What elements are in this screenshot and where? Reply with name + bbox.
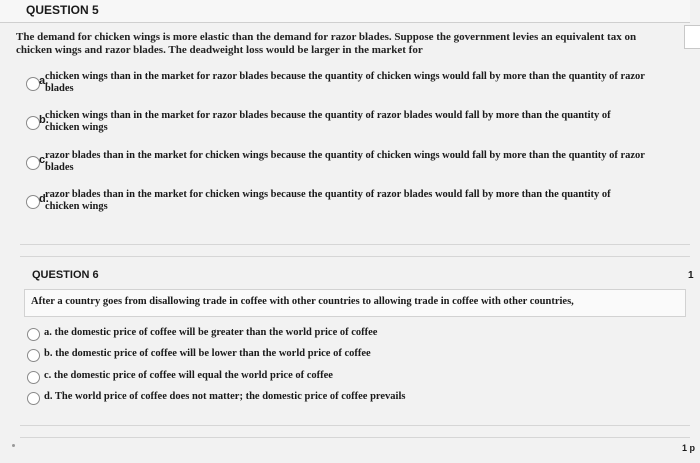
radio-button-a[interactable] [27,328,40,341]
question-5-text: The demand for chicken wings is more elastic than the demand for razor blades. Suppose the government levies an equivalent tax on chicken wings and razor blades. The deadweight loss would be larger in the market for [16,31,637,56]
question-6-number: 1 [688,270,694,281]
radio-button-a[interactable] [26,77,40,91]
points-box [684,25,700,49]
bullet-dot [12,444,15,447]
q6-choice-a[interactable] [27,327,527,343]
divider [20,437,690,438]
q5-choice-d[interactable] [26,189,666,219]
choice-letter: a. [39,75,49,87]
question-6-title: QUESTION 6 [32,269,99,281]
choice-text: a. the domestic price of coffee will be greater than the world price of coffee [44,327,378,338]
choice-text: d. The world price of coffee does not matter; the domestic price of coffee prevails [44,391,406,402]
choice-text: chicken wings than in the market for razor blades because the quantity of razor blades would fall by more than the quantity of chicken wings [45,110,611,133]
q6-choice-d[interactable] [27,391,527,407]
divider [20,425,690,426]
radio-button-b[interactable] [26,116,40,130]
question-5-header [0,0,690,23]
q5-choice-b[interactable] [26,110,666,140]
q5-choice-a[interactable] [26,71,666,101]
choice-text: c. the domestic price of coffee will equal the world price of coffee [44,370,333,381]
divider [20,256,690,257]
choice-text: razor blades than in the market for chicken wings because the quantity of chicken wings would fall by more than the quantity of razor blades [45,150,645,173]
choice-text: b. the domestic price of coffee will be lower than the world price of coffee [44,348,371,359]
radio-button-c[interactable] [27,371,40,384]
choice-text: chicken wings than in the market for razor blades because the quantity of chicken wings would fall by more than the quantity of razor blades [45,71,645,94]
divider [20,244,690,245]
radio-button-d[interactable] [26,195,40,209]
q5-choice-c[interactable] [26,150,666,180]
question-5-title: QUESTION 5 [26,3,99,17]
choice-letter: d. [39,193,49,205]
choice-letter: b. [39,114,49,126]
choice-text: razor blades than in the market for chicken wings because the quantity of razor blades would fall by more than the quantity of chicken wings [45,189,611,212]
radio-button-c[interactable] [26,156,40,170]
q6-choice-c[interactable] [27,370,527,386]
question-6-text-box [24,289,686,317]
choice-letter: c. [39,154,49,166]
question-6-text: After a country goes from disallowing trade in coffee with other countries to allowing trade in coffee with other countries, [31,296,574,307]
points-label: 1 p [682,443,696,453]
radio-button-d[interactable] [27,392,40,405]
q6-choice-b[interactable] [27,348,527,364]
radio-button-b[interactable] [27,349,40,362]
